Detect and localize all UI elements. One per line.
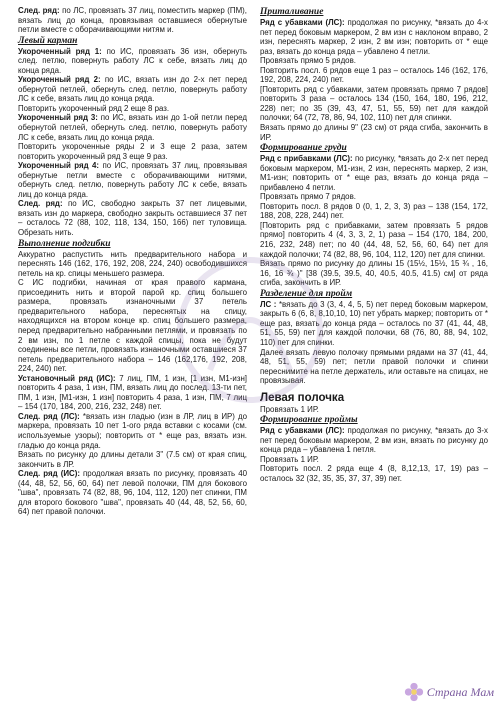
paragraph-text: [Повторить ряд с прибавками, затем провязать 5 рядов прямо] повторить 4 (4, 3, 3, 2, 1) раза – 154 (170, 184, 200, 216, 232, 248) пет; по 40 (44, 48, 52, 56, 60, 64) пет для каждой полочки; 74 (82, 88, 96, 104, 112, 120) пет для спинки. xyxy=(260,220,488,259)
paragraph-text: Вязать прямо по рисунку до длины 15 (15½, 15½, 15 ¾ , 16, 16, 16 ¾ )" [38 (39.5, 39.5, 40, 40.5, 40.5, 41.5) см] от ряда сгиба, закончить в ИР. xyxy=(260,259,488,288)
instruction-paragraph xyxy=(18,161,247,199)
paragraph-text: Повторить посл. 6 рядов еще 1 раз – осталось 146 (162, 176, 192, 208, 224, 240) пет. xyxy=(260,65,488,85)
instruction-paragraph xyxy=(18,142,247,161)
row-label: Укороченный ряд 3: xyxy=(18,113,98,123)
paragraph-text: по ЛС, провязать 37 лиц, поместить маркер (ПМ), вязать лиц до конца, провязывая оставшиеся обернутые петли вместе с оборачивающими нитям и. xyxy=(18,6,247,35)
section-heading: Левый карман xyxy=(18,35,78,46)
instruction-paragraph xyxy=(260,154,488,192)
paragraph-text: 7 лиц, ПМ, 1 изн, [1 изн, М1-изн] повторить 4 раза, 1 изн, ПМ, вязать лиц до послед. 13-ти пет, ПМ, 1 изн, [М1-изн, 1 изн] повторить 4 раза, 1 изн, ПМ, 7 лиц – 154 (170, 184, 200, 216, 232, 248) пет. xyxy=(18,373,247,412)
paragraph-text: *вязать до 3 (3, 4, 4, 5, 5) пет перед боковым маркером, закрыть 6 (6, 8, 8,10,10, 10) пет убрать маркер; повторить от * еще раз, вязать до конца ряда – осталось по 37 (41, 44, 48, 51, 55, 59) пет для каждой полочки, 68 (76, 80, 88, 94, 102, 110) пет для спинки. xyxy=(260,299,488,347)
instruction-paragraph xyxy=(260,123,488,142)
paragraph-text: Вязать по рисунку до длины детали 3" (7.5 см) от края спиц, закончить в ЛР. xyxy=(18,450,247,469)
paragraph-text: по ИС, вязать изн до 2-х пет перед обернутой петлей, обернуть след. петлю, повернуть работу ЛС к себе, вязать лиц до конца ряда. xyxy=(18,75,247,104)
row-label: След. ряд: xyxy=(18,199,63,209)
instruction-paragraph xyxy=(18,374,247,412)
right-column xyxy=(260,6,488,484)
paragraph-text: по ИС, провязать 36 изн, обернуть след. петлю, повернуть работу ЛС к себе, вязать лиц до конца ряда. xyxy=(18,46,247,75)
instruction-paragraph xyxy=(260,455,488,465)
row-label: Укороченный ряд 1: xyxy=(18,46,102,56)
row-label: Ряд с убавками (ЛС): xyxy=(260,426,345,436)
paragraph-text: Повторить посл. 8 рядов 0 (0, 1, 2, 3, 3) раз – 138 (154, 172, 188, 208, 228, 244) пет. xyxy=(260,201,488,221)
paragraph-text: Вязать прямо до длины 9" (23 см) от ряда сгиба, закончить в ИР. xyxy=(260,123,488,142)
instruction-paragraph xyxy=(18,412,247,450)
row-label: Ряд с убавками (ЛС): xyxy=(260,18,345,27)
paragraph-text: Провязать 1 ИР. xyxy=(260,454,319,464)
paragraph-text: Далее вязать левую полочку прямыми рядами на 37 (41, 44, 48, 51, 55, 59) пет; петли правой полочки и спинки переснимите на петле держатель, или оставьте на спицах, не провязывая. xyxy=(260,347,488,386)
paragraph-text: Повторить укороченный ряд 2 еще 8 раз. xyxy=(18,103,170,113)
instruction-paragraph xyxy=(18,278,247,373)
instruction-paragraph xyxy=(260,405,488,415)
instruction-paragraph xyxy=(260,85,488,123)
row-label: След. ряд (ЛС): xyxy=(18,411,80,421)
paragraph-text: продолжая вязать по рисунку, провязать 40 (44, 48, 52, 56, 60, 64) пет левой полочки, ПМ для бокового "шва", провязать 74 (82, 88, 96, 104, 112, 120) пет спинки, ПМ для второго бокового "шва", провязать 40 (44, 48, 52, 56, 60, 64) пет правой полочки. xyxy=(18,469,247,517)
instruction-paragraph xyxy=(260,348,488,386)
instruction-paragraph xyxy=(18,469,247,517)
instruction-paragraph xyxy=(260,221,488,259)
left-column xyxy=(18,6,247,517)
spacer xyxy=(260,386,488,389)
paragraph-text: продолжая по рисунку, *вязать до 4-х пет перед боковым маркером, 2 вм изн с наклоном вправо, 2 изн, переснять маркер, 2 изн, 2 вм изн; повторить от * еще раз, вязать до конца ряда – убавлено 4 петли. xyxy=(260,18,488,56)
instruction-paragraph xyxy=(18,104,247,114)
paragraph-text: по ИС, свободно закрыть 37 пет лицевыми, вязать изн до маркера, свободно закрыть оставшиеся 37 пет – осталось 72 (88, 102, 118, 134, 150, 166) пет туловища. Обрезать нить. xyxy=(18,199,247,238)
section-heading: Формирование груди xyxy=(260,143,347,154)
instruction-paragraph xyxy=(260,259,488,288)
part-title: Левая полочка xyxy=(260,391,345,404)
row-label: Укороченный ряд 2: xyxy=(18,75,101,85)
instruction-paragraph xyxy=(260,202,488,221)
instruction-paragraph xyxy=(18,75,247,104)
paragraph-text: Аккуратно распустить нить предварительного набора и переснять 146 (162, 176, 192, 208, 224, 240) освободившихся петель на кр. спицы меньшего размера. xyxy=(18,249,247,278)
instruction-paragraph xyxy=(18,6,247,35)
instruction-paragraph xyxy=(18,113,247,142)
site-logo xyxy=(403,681,494,703)
instruction-paragraph xyxy=(260,300,488,348)
row-label: Укороченный ряд 4: xyxy=(18,161,100,171)
section-heading: Приталивание xyxy=(260,7,324,17)
instruction-paragraph xyxy=(18,450,247,469)
row-label: Установочный ряд (ИС): xyxy=(18,373,116,383)
paragraph-text: Провязать прямо 5 рядов. xyxy=(260,56,356,66)
paragraph-text: Повторить укороченные ряды 2 и 3 еще 2 раза, затем повторить укороченный ряд 3 еще 9 раз. xyxy=(18,142,247,161)
section-heading: Выполнение подгибки xyxy=(18,238,111,249)
instruction-paragraph xyxy=(18,47,247,76)
instruction-paragraph xyxy=(260,192,488,202)
row-label: След. ряд (ИС): xyxy=(18,469,80,479)
paragraph-text: по ИС, вязать изн до 1-ой петли перед обернутой петлей, обернуть след. петлю, повернуть работу ЛС к себе, вязать лиц до конца ряда. xyxy=(18,113,247,142)
paragraph-text: С ИС подгибки, начиная от края правого кармана, присоединить нить и второй парой кр. спиц большего размера, провязать изнаночными 37 петель предварительного набора, переснятых на спицу, находящихся на втором конце кр. спиц большего размера, перед предварительно набранными петлями, и провязать по 2 вм изн, по 1 петле с каждой спицы, пока не будут соединены все петли, провязать изнаночными оставшиеся 37 петель предварительного набора – 146 (162,176, 192, 208, 224, 240) пет. xyxy=(18,278,247,374)
section-heading: Разделение для пройм xyxy=(260,288,353,299)
instruction-paragraph xyxy=(260,66,488,85)
paragraph-text: Повторить посл. 2 ряда еще 4 (8, 8,12,13, 17, 19) раз – осталось 32 (32, 35, 35, 37, 37, 39) пет. xyxy=(260,464,488,483)
paragraph-text: Провязать прямо 7 рядов. xyxy=(260,192,356,202)
paragraph-text: продолжая по рисунку, *вязать до 3-х пет перед боковым маркером, 2 вм изн, вязать по рисунку до конца ряда – убавлена 1 петля. xyxy=(260,426,488,455)
logo-text: Страна Мам xyxy=(426,684,494,699)
instruction-paragraph xyxy=(260,426,488,455)
instruction-paragraph xyxy=(260,18,488,56)
instruction-paragraph xyxy=(260,56,488,66)
paragraph-text: по ИС, провязать 37 лиц, провязывая обернутые петли вместе с оборачивающими нитями, обернуть след. петлю, повернуть работу ЛС к себе, вязать лиц до конца ряда. xyxy=(18,161,247,199)
row-label: Ряд с прибавками (ЛС): xyxy=(260,154,353,164)
instruction-paragraph xyxy=(18,199,247,237)
paragraph-text: Провязать 1 ИР. xyxy=(260,404,319,414)
section-heading: Формирование проймы xyxy=(260,415,358,426)
paragraph-text: *вязать изн гладью (изн в ЛР, лиц в ИР) до маркера, провязать 10 пет 1-ого ряда вставки с косами (см. используемые узоры); повторить от * еще раз, вязать изн. гладью до конца ряда. xyxy=(18,411,247,450)
paragraph-text: по рисунку, *вязать до 2-х пет перед боковым маркером, М1-изн, 2 изн, переснять маркер, 2 изн, М1-изн; повторить от * еще раз, вязать до конца ряда – прибавлено 4 петли. xyxy=(260,154,488,192)
flower-icon xyxy=(403,681,425,703)
row-label: ЛС : xyxy=(260,299,277,309)
paragraph-text: [Повторить ряд с убавками, затем провязать прямо 7 рядов] повторить 3 раза – осталось 134 (150, 164, 180, 196, 212, 228) пет; по 35 (39, 43, 47, 51, 55, 59) пет для каждой полочки; 64 (72, 78, 86, 94, 102, 110) пет для спинки. xyxy=(260,84,488,123)
instruction-paragraph xyxy=(260,464,488,483)
instruction-paragraph xyxy=(18,250,247,279)
row-label: След. ряд: xyxy=(18,6,60,15)
